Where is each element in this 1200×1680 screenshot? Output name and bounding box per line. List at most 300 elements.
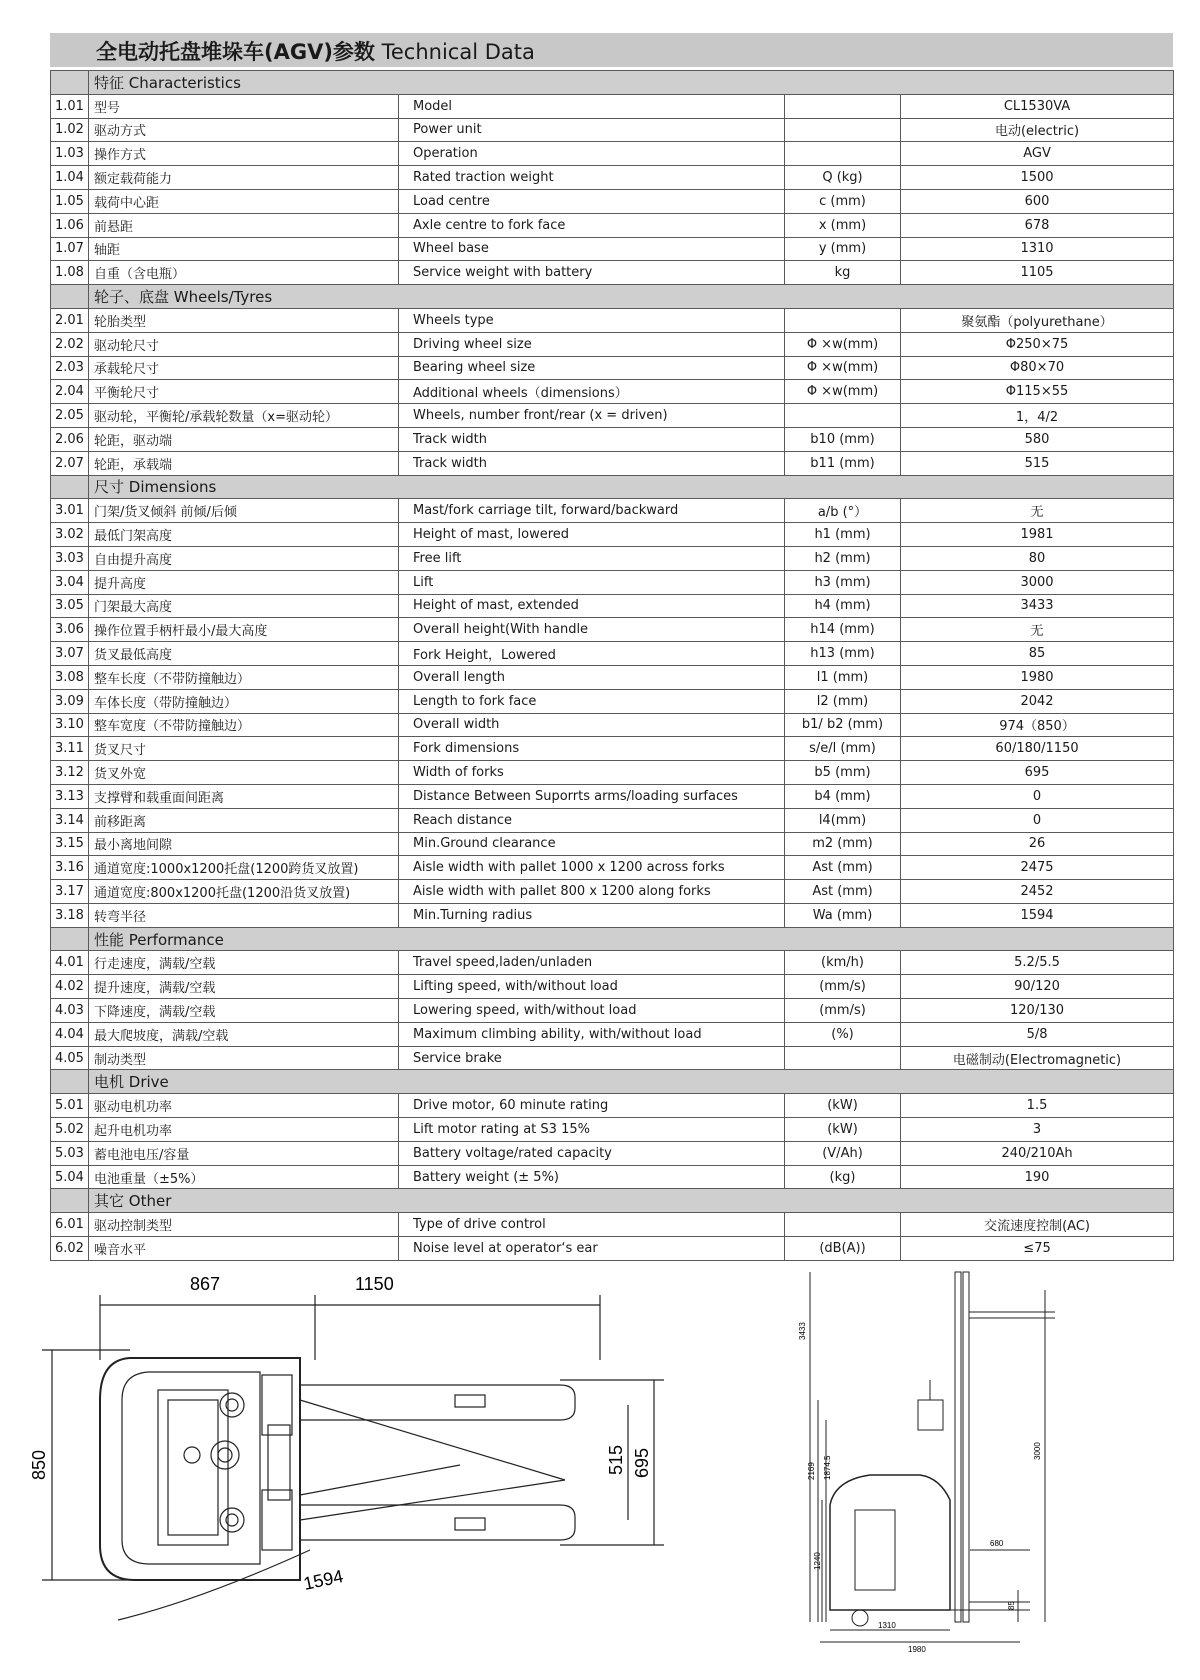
table-row — [51, 332, 1174, 356]
row-unit: x (mm) — [785, 213, 901, 237]
row-number: 1.03 — [51, 142, 89, 166]
row-unit: y (mm) — [785, 237, 901, 261]
row-label-cn: 起升电机功率 — [89, 1118, 399, 1142]
row-unit — [785, 118, 901, 142]
row-number: 3.10 — [51, 713, 89, 737]
row-number: 3.18 — [51, 903, 89, 927]
row-label-cn: 自由提升高度 — [89, 546, 399, 570]
table-row — [51, 1213, 1174, 1237]
section-header — [51, 475, 1174, 499]
section-title: 尺寸 Dimensions — [89, 475, 1174, 499]
row-label-en: Bearing wheel size — [399, 356, 785, 380]
table-row — [51, 166, 1174, 190]
row-label-en: Track width — [399, 427, 785, 451]
table-row — [51, 237, 1174, 261]
row-number: 3.17 — [51, 880, 89, 904]
section-header — [51, 1070, 1174, 1094]
row-label-en: Overall height(With handle — [399, 618, 785, 642]
table-row — [51, 784, 1174, 808]
section-title: 特征 Characteristics — [89, 71, 1174, 95]
row-number: 5.02 — [51, 1118, 89, 1142]
row-number: 3.07 — [51, 642, 89, 666]
row-unit: Wa (mm) — [785, 903, 901, 927]
row-number: 3.04 — [51, 570, 89, 594]
row-label-cn: 操作方式 — [89, 142, 399, 166]
row-label-cn: 轴距 — [89, 237, 399, 261]
row-value: 3 — [901, 1118, 1174, 1142]
dim-1310: 1310 — [878, 1621, 896, 1630]
row-label-cn: 载荷中心距 — [89, 189, 399, 213]
row-value: 1，4/2 — [901, 404, 1174, 428]
row-label-en: Min.Turning radius — [399, 903, 785, 927]
row-label-cn: 驱动控制类型 — [89, 1213, 399, 1237]
table-row — [51, 999, 1174, 1023]
row-number: 2.01 — [51, 308, 89, 332]
row-label-en: Load centre — [399, 189, 785, 213]
row-number: 3.15 — [51, 832, 89, 856]
row-label-cn: 平衡轮尺寸 — [89, 380, 399, 404]
row-value: 5/8 — [901, 1022, 1174, 1046]
section-title: 电机 Drive — [89, 1070, 1174, 1094]
spec-table — [50, 70, 1174, 1261]
row-number: 2.07 — [51, 451, 89, 475]
section-header-blank — [51, 71, 89, 95]
row-number: 4.02 — [51, 975, 89, 999]
row-label-en: Free lift — [399, 546, 785, 570]
row-value: 1105 — [901, 261, 1174, 285]
row-label-en: Wheels, number front/rear (x = driven) — [399, 404, 785, 428]
row-label-cn: 轮胎类型 — [89, 308, 399, 332]
row-unit: l4(mm) — [785, 808, 901, 832]
row-number: 1.05 — [51, 189, 89, 213]
row-value: 974（850） — [901, 713, 1174, 737]
row-label-en: Height of mast, extended — [399, 594, 785, 618]
table-row — [51, 1094, 1174, 1118]
row-number: 3.03 — [51, 546, 89, 570]
row-label-cn: 门架最大高度 — [89, 594, 399, 618]
row-label-cn: 货叉外宽 — [89, 761, 399, 785]
row-unit: b10 (mm) — [785, 427, 901, 451]
table-row — [51, 951, 1174, 975]
row-unit: b5 (mm) — [785, 761, 901, 785]
dim-867: 867 — [190, 1274, 221, 1294]
dim-3000: 3000 — [1033, 1442, 1042, 1460]
row-label-cn: 最低门架高度 — [89, 523, 399, 547]
row-value: 无 — [901, 618, 1174, 642]
row-value: 1310 — [901, 237, 1174, 261]
row-label-en: Overall length — [399, 665, 785, 689]
row-unit: l2 (mm) — [785, 689, 901, 713]
row-value: 678 — [901, 213, 1174, 237]
row-label-cn: 轮距，承载端 — [89, 451, 399, 475]
row-label-en: Service brake — [399, 1046, 785, 1070]
row-number: 3.09 — [51, 689, 89, 713]
row-value: 190 — [901, 1165, 1174, 1189]
row-label-en: Lift motor rating at S3 15% — [399, 1118, 785, 1142]
row-value: 80 — [901, 546, 1174, 570]
row-label-en: Reach distance — [399, 808, 785, 832]
section-title: 性能 Performance — [89, 927, 1174, 951]
row-number: 3.11 — [51, 737, 89, 761]
table-row — [51, 570, 1174, 594]
row-unit: kg — [785, 261, 901, 285]
row-unit: s/e/l (mm) — [785, 737, 901, 761]
row-value: AGV — [901, 142, 1174, 166]
row-number: 3.12 — [51, 761, 89, 785]
table-row — [51, 665, 1174, 689]
table-row — [51, 189, 1174, 213]
row-unit: Φ ×w(mm) — [785, 356, 901, 380]
row-value: 无 — [901, 499, 1174, 523]
drawings-area — [0, 1250, 1200, 1670]
row-unit: Ast (mm) — [785, 856, 901, 880]
table-row — [51, 808, 1174, 832]
row-label-cn: 电池重量（±5%） — [89, 1165, 399, 1189]
row-label-cn: 制动类型 — [89, 1046, 399, 1070]
section-header — [51, 1189, 1174, 1213]
row-number: 4.03 — [51, 999, 89, 1023]
dim-1594: 1594 — [301, 1566, 346, 1594]
row-unit: Q (kg) — [785, 166, 901, 190]
section-title: 轮子、底盘 Wheels/Tyres — [89, 285, 1174, 309]
table-row — [51, 903, 1174, 927]
row-value: Φ250×75 — [901, 332, 1174, 356]
table-row — [51, 856, 1174, 880]
row-label-cn: 下降速度，满载/空载 — [89, 999, 399, 1023]
table-row — [51, 499, 1174, 523]
section-header-blank — [51, 1070, 89, 1094]
row-number: 3.16 — [51, 856, 89, 880]
dim-515: 515 — [606, 1444, 626, 1475]
row-label-en: Rated traction weight — [399, 166, 785, 190]
row-label-en: Lift — [399, 570, 785, 594]
row-label-en: Type of drive control — [399, 1213, 785, 1237]
section-header — [51, 927, 1174, 951]
table-row — [51, 118, 1174, 142]
row-value: 26 — [901, 832, 1174, 856]
row-value: ≤75 — [901, 1237, 1174, 1261]
row-unit: (kW) — [785, 1118, 901, 1142]
row-label-cn: 操作位置手柄杆最小/最大高度 — [89, 618, 399, 642]
row-value: 240/210Ah — [901, 1141, 1174, 1165]
row-label-en: Min.Ground clearance — [399, 832, 785, 856]
row-value: 交流速度控制(AC) — [901, 1213, 1174, 1237]
row-unit: m2 (mm) — [785, 832, 901, 856]
row-value: 90/120 — [901, 975, 1174, 999]
row-number: 4.04 — [51, 1022, 89, 1046]
row-label-cn: 车体长度（带防撞触边） — [89, 689, 399, 713]
row-value: 2475 — [901, 856, 1174, 880]
row-label-en: Mast/fork carriage tilt, forward/backward — [399, 499, 785, 523]
row-unit — [785, 1046, 901, 1070]
row-unit — [785, 142, 901, 166]
row-label-en: Aisle width with pallet 1000 x 1200 across forks — [399, 856, 785, 880]
row-number: 3.01 — [51, 499, 89, 523]
table-row — [51, 832, 1174, 856]
row-value: 85 — [901, 642, 1174, 666]
row-label-cn: 最小离地间隙 — [89, 832, 399, 856]
row-value: 5.2/5.5 — [901, 951, 1174, 975]
table-row — [51, 380, 1174, 404]
row-label-en: Service weight with battery — [399, 261, 785, 285]
row-value: 515 — [901, 451, 1174, 475]
row-value: 2042 — [901, 689, 1174, 713]
row-label-cn: 支撑臂和载重面间距离 — [89, 784, 399, 808]
row-unit: h2 (mm) — [785, 546, 901, 570]
row-unit: h13 (mm) — [785, 642, 901, 666]
row-unit — [785, 404, 901, 428]
section-title: 其它 Other — [89, 1189, 1174, 1213]
title-en: Technical Data — [381, 40, 535, 64]
table-row — [51, 737, 1174, 761]
row-label-en: Height of mast, lowered — [399, 523, 785, 547]
row-label-cn: 转弯半径 — [89, 903, 399, 927]
row-label-en: Drive motor, 60 minute rating — [399, 1094, 785, 1118]
row-label-en: Axle centre to fork face — [399, 213, 785, 237]
section-header — [51, 71, 1174, 95]
row-number: 5.04 — [51, 1165, 89, 1189]
dim-850: 850 — [29, 1449, 49, 1480]
table-row — [51, 142, 1174, 166]
row-value: 580 — [901, 427, 1174, 451]
section-header-blank — [51, 927, 89, 951]
row-number: 1.07 — [51, 237, 89, 261]
table-row — [51, 1022, 1174, 1046]
table-row — [51, 213, 1174, 237]
row-unit: Φ ×w(mm) — [785, 380, 901, 404]
row-unit: b4 (mm) — [785, 784, 901, 808]
row-unit: (%) — [785, 1022, 901, 1046]
row-label-en: Width of forks — [399, 761, 785, 785]
dim-1150: 1150 — [355, 1274, 394, 1294]
row-value: 0 — [901, 808, 1174, 832]
row-label-en: Driving wheel size — [399, 332, 785, 356]
row-number: 3.02 — [51, 523, 89, 547]
row-unit: h4 (mm) — [785, 594, 901, 618]
dim-1874-5: 1874.5 — [823, 1455, 832, 1480]
row-number: 1.01 — [51, 94, 89, 118]
row-value: CL1530VA — [901, 94, 1174, 118]
row-value: 电磁制动(Electromagnetic) — [901, 1046, 1174, 1070]
row-unit: h1 (mm) — [785, 523, 901, 547]
row-number: 6.01 — [51, 1213, 89, 1237]
row-value: 0 — [901, 784, 1174, 808]
section-header — [51, 285, 1174, 309]
row-label-cn: 型号 — [89, 94, 399, 118]
row-value: 600 — [901, 189, 1174, 213]
row-value: 电动(electric) — [901, 118, 1174, 142]
row-label-cn: 整车长度（不带防撞触边） — [89, 665, 399, 689]
row-unit: b11 (mm) — [785, 451, 901, 475]
row-unit: l1 (mm) — [785, 665, 901, 689]
row-value: 1.5 — [901, 1094, 1174, 1118]
table-row — [51, 880, 1174, 904]
row-unit: (dB(A)) — [785, 1237, 901, 1261]
row-label-cn: 驱动轮尺寸 — [89, 332, 399, 356]
dim-1980: 1980 — [908, 1645, 926, 1654]
row-label-cn: 额定载荷能力 — [89, 166, 399, 190]
row-number: 2.05 — [51, 404, 89, 428]
row-number: 6.02 — [51, 1237, 89, 1261]
row-label-cn: 蓄电池电压/容量 — [89, 1141, 399, 1165]
table-row — [51, 1046, 1174, 1070]
row-label-cn: 最大爬坡度，满载/空载 — [89, 1022, 399, 1046]
row-label-en: Noise level at operator‘s ear — [399, 1237, 785, 1261]
table-row — [51, 427, 1174, 451]
row-number: 3.05 — [51, 594, 89, 618]
row-number: 1.04 — [51, 166, 89, 190]
row-label-en: Lifting speed, with/without load — [399, 975, 785, 999]
row-value: 3433 — [901, 594, 1174, 618]
dim-85: 85 — [1007, 1601, 1016, 1610]
dim-695: 695 — [632, 1447, 652, 1478]
table-row — [51, 94, 1174, 118]
row-label-en: Travel speed,laden/unladen — [399, 951, 785, 975]
row-label-cn: 驱动方式 — [89, 118, 399, 142]
row-value: Φ80×70 — [901, 356, 1174, 380]
title-bar — [50, 33, 1173, 67]
title-cn: 全电动托盘堆垛车(AGV)参数 — [96, 40, 375, 64]
row-number: 3.14 — [51, 808, 89, 832]
row-number: 2.04 — [51, 380, 89, 404]
top-view-drawing — [0, 1250, 700, 1670]
row-number: 2.06 — [51, 427, 89, 451]
side-view-drawing — [800, 1250, 1200, 1670]
section-header-blank — [51, 475, 89, 499]
row-label-cn: 货叉尺寸 — [89, 737, 399, 761]
table-row — [51, 404, 1174, 428]
row-value: 聚氨酯（polyurethane） — [901, 308, 1174, 332]
row-label-cn: 提升速度，满载/空载 — [89, 975, 399, 999]
row-value: 695 — [901, 761, 1174, 785]
row-number: 1.08 — [51, 261, 89, 285]
row-number: 4.05 — [51, 1046, 89, 1070]
row-number: 2.03 — [51, 356, 89, 380]
row-label-en: Length to fork face — [399, 689, 785, 713]
row-number: 1.02 — [51, 118, 89, 142]
table-row — [51, 761, 1174, 785]
row-unit: Φ ×w(mm) — [785, 332, 901, 356]
table-row — [51, 594, 1174, 618]
row-value: 1981 — [901, 523, 1174, 547]
row-label-en: Model — [399, 94, 785, 118]
row-label-cn: 门架/货叉倾斜 前倾/后倾 — [89, 499, 399, 523]
table-row — [51, 261, 1174, 285]
table-row — [51, 356, 1174, 380]
row-label-en: Fork Height，Lowered — [399, 642, 785, 666]
row-label-en: Track width — [399, 451, 785, 475]
table-row — [51, 713, 1174, 737]
row-label-en: Fork dimensions — [399, 737, 785, 761]
row-unit: (kg) — [785, 1165, 901, 1189]
row-label-cn: 货叉最低高度 — [89, 642, 399, 666]
row-label-en: Lowering speed, with/without load — [399, 999, 785, 1023]
row-unit — [785, 94, 901, 118]
row-label-cn: 前移距离 — [89, 808, 399, 832]
row-label-cn: 噪音水平 — [89, 1237, 399, 1261]
row-unit: (km/h) — [785, 951, 901, 975]
row-label-cn: 驱动轮，平衡轮/承载轮数量（x=驱动轮） — [89, 404, 399, 428]
row-unit: Ast (mm) — [785, 880, 901, 904]
row-number: 1.06 — [51, 213, 89, 237]
row-value: 1500 — [901, 166, 1174, 190]
row-number: 3.08 — [51, 665, 89, 689]
row-label-cn: 前悬距 — [89, 213, 399, 237]
row-number: 3.06 — [51, 618, 89, 642]
row-label-en: Battery voltage/rated capacity — [399, 1141, 785, 1165]
row-label-en: Maximum climbing ability, with/without load — [399, 1022, 785, 1046]
row-number: 5.01 — [51, 1094, 89, 1118]
row-label-en: Overall width — [399, 713, 785, 737]
table-row — [51, 642, 1174, 666]
row-unit — [785, 308, 901, 332]
section-header-blank — [51, 1189, 89, 1213]
row-label-en: Aisle width with pallet 800 x 1200 along forks — [399, 880, 785, 904]
table-row — [51, 689, 1174, 713]
row-label-cn: 行走速度，满载/空载 — [89, 951, 399, 975]
row-value: Φ115×55 — [901, 380, 1174, 404]
dim-680: 680 — [990, 1539, 1004, 1548]
row-number: 4.01 — [51, 951, 89, 975]
row-label-en: Wheels type — [399, 308, 785, 332]
row-label-cn: 承载轮尺寸 — [89, 356, 399, 380]
row-unit: a/b (°） — [785, 499, 901, 523]
row-value: 3000 — [901, 570, 1174, 594]
row-label-cn: 提升高度 — [89, 570, 399, 594]
dim-3433: 3433 — [798, 1322, 807, 1340]
section-header-blank — [51, 285, 89, 309]
page-title — [96, 36, 535, 66]
row-value: 60/180/1150 — [901, 737, 1174, 761]
row-label-cn: 通道宽度:1000x1200托盘(1200跨货叉放置) — [89, 856, 399, 880]
row-unit: (kW) — [785, 1094, 901, 1118]
row-unit: (mm/s) — [785, 999, 901, 1023]
row-value: 120/130 — [901, 999, 1174, 1023]
table-row — [51, 975, 1174, 999]
row-unit: (mm/s) — [785, 975, 901, 999]
row-number: 3.13 — [51, 784, 89, 808]
table-row — [51, 451, 1174, 475]
row-unit: c (mm) — [785, 189, 901, 213]
row-label-cn: 驱动电机功率 — [89, 1094, 399, 1118]
table-row — [51, 308, 1174, 332]
row-label-cn: 轮距，驱动端 — [89, 427, 399, 451]
row-unit — [785, 1213, 901, 1237]
row-label-cn: 自重（含电瓶） — [89, 261, 399, 285]
table-row — [51, 1141, 1174, 1165]
table-row — [51, 1165, 1174, 1189]
row-value: 2452 — [901, 880, 1174, 904]
row-unit: h14 (mm) — [785, 618, 901, 642]
row-label-en: Wheel base — [399, 237, 785, 261]
row-value: 1980 — [901, 665, 1174, 689]
row-label-en: Battery weight (± 5%) — [399, 1165, 785, 1189]
table-row — [51, 1118, 1174, 1142]
dim-2169: 2169 — [807, 1462, 816, 1480]
row-number: 2.02 — [51, 332, 89, 356]
row-label-cn: 整车宽度（不带防撞触边） — [89, 713, 399, 737]
dim-1240: 1240 — [813, 1552, 822, 1570]
row-number: 5.03 — [51, 1141, 89, 1165]
row-label-en: Operation — [399, 142, 785, 166]
row-label-en: Additional wheels（dimensions） — [399, 380, 785, 404]
row-unit: (V/Ah) — [785, 1141, 901, 1165]
row-label-en: Distance Between Suporrts arms/loading surfaces — [399, 784, 785, 808]
row-label-en: Power unit — [399, 118, 785, 142]
table-row — [51, 546, 1174, 570]
row-label-cn: 通道宽度:800x1200托盘(1200沿货叉放置) — [89, 880, 399, 904]
row-unit: b1/ b2 (mm) — [785, 713, 901, 737]
